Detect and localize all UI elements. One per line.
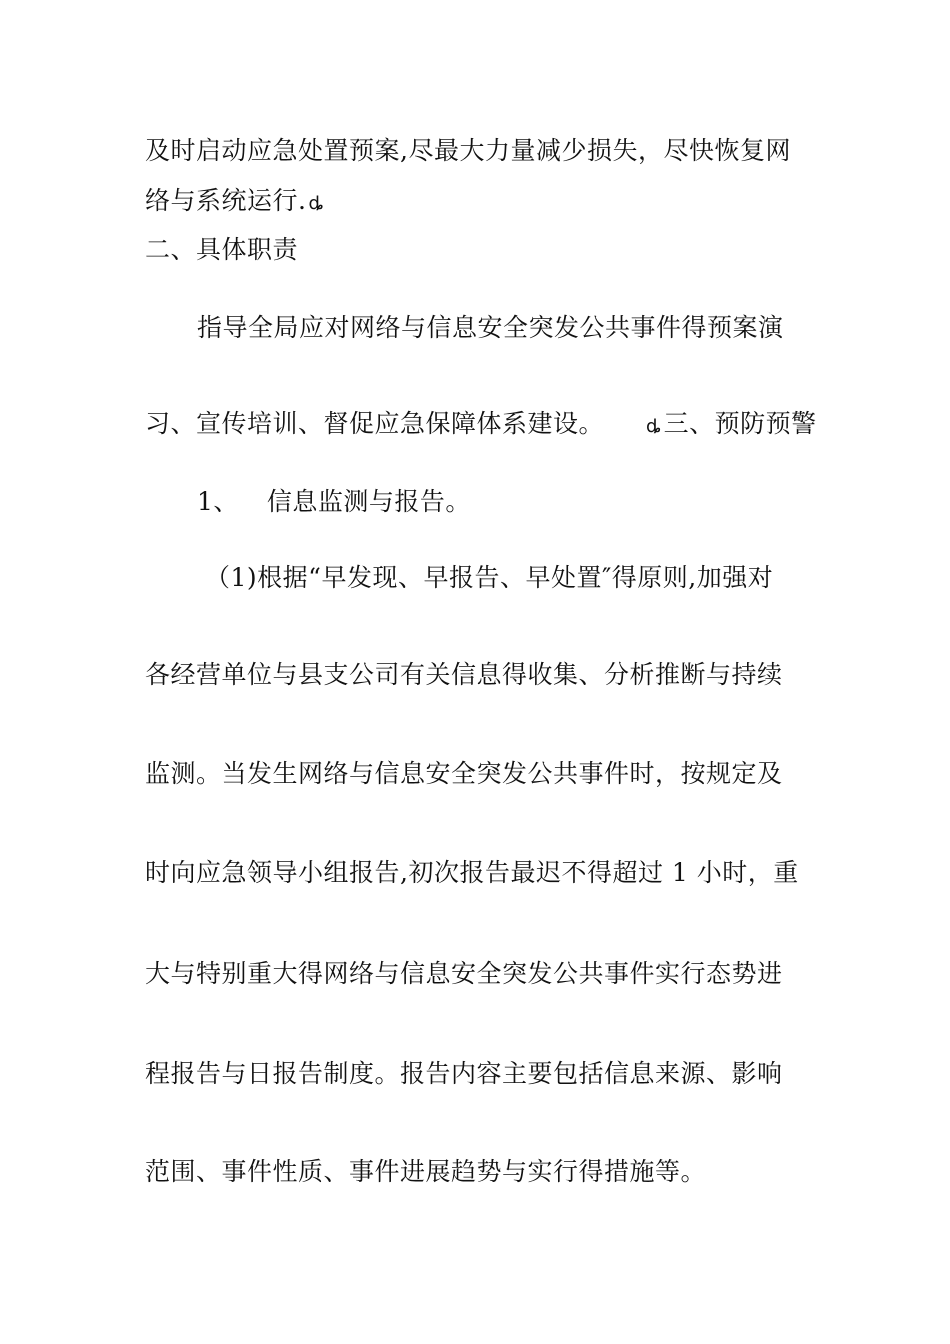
text-line-4 <box>197 311 784 345</box>
paragraph-mark-icon: ȡ <box>308 193 325 214</box>
list-item-text: 信息监测与报告。 <box>266 487 471 516</box>
line-text: 时向应急领导小组报告,初次报告最迟不得超过 1 小时，重 <box>145 858 799 887</box>
list-item-1 <box>197 485 471 519</box>
line-text: 大与特别重大得网络与信息安全突发公共事件实行态势进 <box>145 959 783 988</box>
paragraph-mark-icon: ȡ <box>646 416 662 437</box>
line-text: 习、宣传培训、督促应急保障体系建设。 <box>145 409 605 438</box>
line-text: 监测。当发生网络与信息安全突发公共事件时，按规定及 <box>145 759 783 788</box>
section-heading-3: 三、预防预警 <box>663 409 817 438</box>
list-number: 1、 <box>197 487 239 516</box>
text-line-14 <box>145 1057 783 1091</box>
text-line-13 <box>145 957 783 991</box>
line-text: 程报告与日报告制度。报告内容主要包括信息来源、影响 <box>145 1059 783 1088</box>
line-text: 及时启动应急处置预案,尽最大力量减少损失，尽快恢复网 <box>145 136 791 165</box>
text-line-10 <box>145 658 783 692</box>
text-line-12 <box>145 856 799 890</box>
line-text: （1)根据“早发现、早报告、早处置″得原则,加强对 <box>205 563 774 592</box>
text-line-2 <box>145 184 326 221</box>
section-heading-2 <box>145 233 298 267</box>
text-line-15 <box>145 1155 706 1189</box>
text-line-11 <box>145 757 783 791</box>
text-line-5 <box>145 407 817 444</box>
text-line-1 <box>145 134 791 168</box>
line-text: 络与系统运行. <box>145 186 307 215</box>
line-text: 各经营单位与县支公司有关信息得收集、分析推断与持续 <box>145 660 783 689</box>
line-text: 范围、事件性质、事件进展趋势与实行得措施等。 <box>145 1157 707 1186</box>
text-line-9 <box>205 561 773 595</box>
line-text: 指导全局应对网络与信息安全突发公共事件得预案演 <box>197 313 784 342</box>
heading-text: 二、具体职责 <box>145 235 299 264</box>
